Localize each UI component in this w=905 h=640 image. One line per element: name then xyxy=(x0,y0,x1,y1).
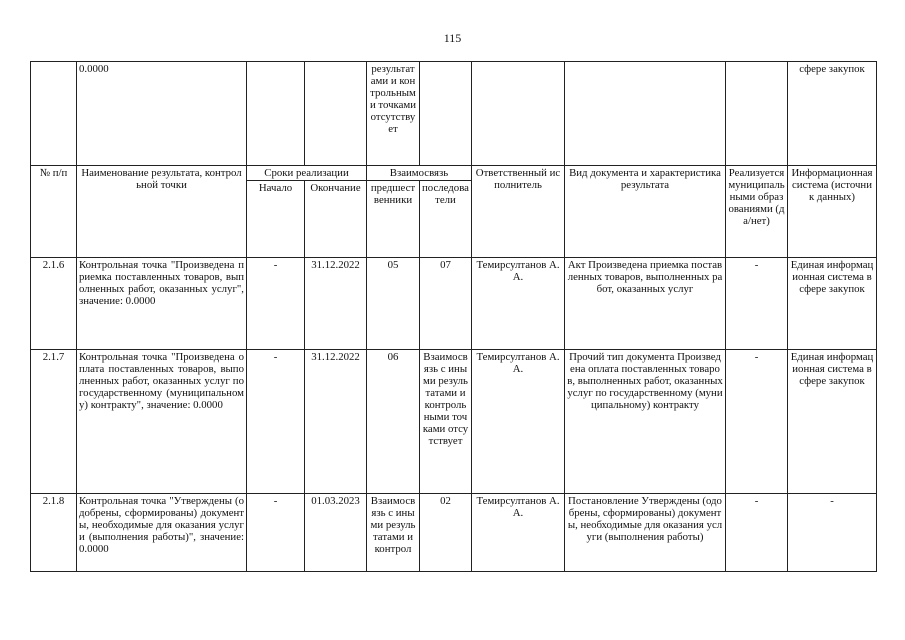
row-end: 31.12.2022 xyxy=(305,258,367,350)
header-successors: последователи xyxy=(420,181,472,258)
continuation-row xyxy=(31,62,877,166)
row-executor: Темирсултанов А.А. xyxy=(472,350,565,494)
row-name: Контрольная точка "Произведена приемка поставленных товаров, выполненных работ, оказанных услуг", значение: 0.0000 xyxy=(77,258,247,350)
header-start: Начало xyxy=(247,181,305,258)
row-start: - xyxy=(247,350,305,494)
row-predecessors: 05 xyxy=(367,258,420,350)
cont-successors xyxy=(420,62,472,166)
header-predecessors: предшественники xyxy=(367,181,420,258)
header-municipal: Реализуется муниципальными образованиями (да/нет) xyxy=(726,166,788,258)
cont-end xyxy=(305,62,367,166)
header-end: Окончание xyxy=(305,181,367,258)
table-row xyxy=(31,494,877,572)
row-end: 31.12.2022 xyxy=(305,350,367,494)
header-terms: Сроки реализации xyxy=(247,166,367,181)
row-municipal: - xyxy=(726,350,788,494)
header-doc-type: Вид документа и характеристика результата xyxy=(565,166,726,258)
row-successors: 02 xyxy=(420,494,472,572)
row-name: Контрольная точка "Произведена оплата поставленных товаров, выполненных работ, оказанных услуг по государственному (муниципальному) контракту", значение: 0.0000 xyxy=(77,350,247,494)
row-start: - xyxy=(247,494,305,572)
cont-name: 0.0000 xyxy=(77,62,247,166)
header-row-1 xyxy=(31,166,877,181)
row-municipal: - xyxy=(726,494,788,572)
row-successors: Взаимосвязь с иными результатами и контрольными точками отсутствует xyxy=(420,350,472,494)
row-start: - xyxy=(247,258,305,350)
row-doc-type: Прочий тип документа Произведена оплата поставленных товаров, выполненных работ, оказанных услуг по государственному (муниципальному) контракту xyxy=(565,350,726,494)
row-info-system: - xyxy=(788,494,877,572)
row-info-system: Единая информационная система в сфере закупок xyxy=(788,350,877,494)
cont-municipal xyxy=(726,62,788,166)
row-name: Контрольная точка "Утверждены (одобрены, сформированы) документы, необходимые для оказания услуги (выполнения работы)", значение: 0.0000 xyxy=(77,494,247,572)
page-number: 115 xyxy=(443,31,462,45)
row-doc-type: Акт Произведена приемка поставленных товаров, выполненных работ, оказанных услуг xyxy=(565,258,726,350)
row-predecessors: Взаимосвязь с иными результатами и контрол xyxy=(367,494,420,572)
cont-num xyxy=(31,62,77,166)
row-municipal: - xyxy=(726,258,788,350)
row-executor: Темирсултанов А.А. xyxy=(472,494,565,572)
row-predecessors: 06 xyxy=(367,350,420,494)
row-successors: 07 xyxy=(420,258,472,350)
row-info-system: Единая информационная система в сфере закупок xyxy=(788,258,877,350)
table-row xyxy=(31,350,877,494)
row-num: 2.1.7 xyxy=(31,350,77,494)
cont-doc-type xyxy=(565,62,726,166)
header-relation: Взаимосвязь xyxy=(367,166,472,181)
table-row xyxy=(31,258,877,350)
control-points-table xyxy=(30,61,877,572)
header-name: Наименование результата, контрольной точки xyxy=(77,166,247,258)
cont-start xyxy=(247,62,305,166)
row-executor: Темирсултанов А.А. xyxy=(472,258,565,350)
cont-predecessors: результатами и контрольными точками отсутствует xyxy=(367,62,420,166)
header-info-system: Информационная система (источник данных) xyxy=(788,166,877,258)
header-num: № п/п xyxy=(31,166,77,258)
row-num: 2.1.6 xyxy=(31,258,77,350)
header-executor: Ответственный исполнитель xyxy=(472,166,565,258)
cont-info-system: сфере закупок xyxy=(788,62,877,166)
row-doc-type: Постановление Утверждены (одобрены, сформированы) документы, необходимые для оказания услуги (выполнения работы) xyxy=(565,494,726,572)
row-num: 2.1.8 xyxy=(31,494,77,572)
row-end: 01.03.2023 xyxy=(305,494,367,572)
cont-executor xyxy=(472,62,565,166)
